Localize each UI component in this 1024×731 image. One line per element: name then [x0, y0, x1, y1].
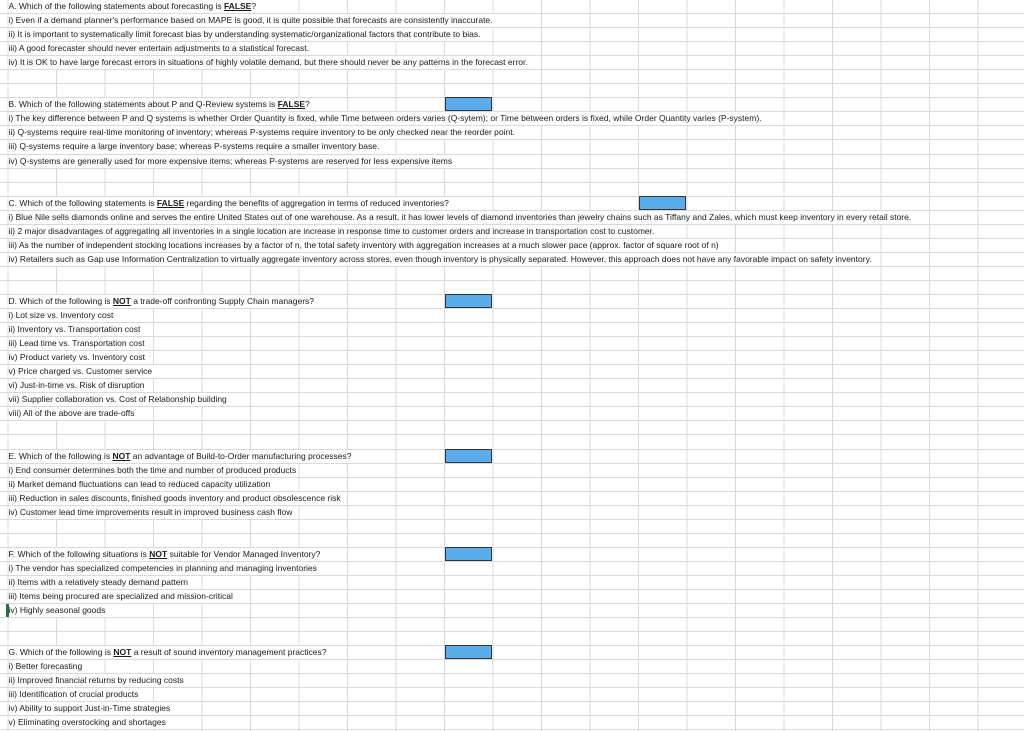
question-a-emphasis: FALSE	[223, 1, 252, 11]
question-b-option-row[interactable]	[0, 155, 1024, 169]
question-b-option-4: iv) Q-systems are generally used for more expensive items; whereas P-systems are reserved for less expensive items	[8, 155, 453, 166]
question-d-option-row[interactable]	[0, 351, 1024, 365]
question-g-suffix: a result of sound inventory management practices?	[131, 647, 327, 658]
question-e-option-4: iv) Customer lead time improvements result in improved business cash flow	[8, 506, 293, 517]
question-f-text	[9, 548, 323, 561]
question-c-option-4: iv) Retailers such as Gap use Information Centralization to virtually aggregate inventory across stores, even though inventory is physically separated. However, this approach does not have any favorable impact on safety inventory.	[8, 253, 872, 264]
question-e-option-row[interactable]	[0, 478, 1024, 492]
question-g-option-row[interactable]	[0, 674, 1024, 688]
empty-row[interactable]	[0, 618, 1024, 632]
question-e-text	[9, 450, 354, 463]
question-f-option-2: ii) Items with a relatively steady demand pattern	[8, 576, 189, 587]
question-f-emphasis: NOT	[149, 548, 168, 559]
answer-cell-d[interactable]	[445, 294, 492, 308]
question-f-suffix: suitable for Vendor Managed Inventory?	[167, 548, 321, 559]
question-e-option-1: i) End consumer determines both the time and number of produced products	[8, 464, 297, 475]
question-c-option-1: i) Blue Nile sells diamonds online and serves the entire United States out of one warehouse. As a result, it has lower levels of diamond inventories than jewelry chains such as Tiffany and Zales, which must keep inventory in every retail store.	[8, 211, 912, 222]
question-f-option-1: i) The vendor has specialized competencies in planning and managing inventories	[8, 562, 317, 573]
question-g-option-1: i) Better forecasting	[8, 661, 83, 672]
question-a-option-1: i) Even if a demand planner's performance based on MAPE is good, it is quite possible that forecasts are consistently inaccurate.	[8, 15, 493, 26]
question-c-option-row[interactable]	[0, 211, 1024, 225]
question-b-prefix: B. Which of the following statements about P and Q-Review systems is	[8, 99, 278, 110]
question-d-option-row[interactable]	[0, 407, 1024, 421]
question-d-option-4: iv) Product variety vs. Inventory cost	[8, 352, 146, 363]
question-e-emphasis: NOT	[112, 450, 131, 461]
empty-row[interactable]	[0, 421, 1024, 435]
question-d-option-2: ii) Inventory vs. Transportation cost	[8, 324, 141, 335]
question-d-option-1: i) Lot size vs. Inventory cost	[8, 310, 114, 321]
question-d-emphasis: NOT	[112, 295, 131, 306]
question-c-suffix: regarding the benefits of aggregation in terms of reduced inventories?	[184, 197, 449, 208]
question-c-option-row[interactable]	[0, 239, 1024, 253]
question-a-text	[9, 0, 259, 13]
empty-row[interactable]	[0, 435, 1024, 449]
question-a-option-2: ii) It is important to systematically limit forecast bias by understanding systematic/organizational factors that contribute to bias.	[8, 29, 481, 40]
question-e-suffix: an advantage of Build-to-Order manufacturing processes?	[130, 450, 352, 461]
question-g-option-5: v) Eliminating overstocking and shortages	[8, 717, 166, 728]
question-d-option-row[interactable]	[0, 365, 1024, 379]
question-b-emphasis: FALSE	[277, 99, 306, 110]
empty-row[interactable]	[0, 70, 1024, 84]
question-c-prefix: C. Which of the following statements is	[8, 197, 157, 208]
question-d-option-5: v) Price charged vs. Customer service	[8, 366, 153, 377]
question-d-option-row[interactable]	[0, 337, 1024, 351]
question-d-option-3: iii) Lead time vs. Transportation cost	[8, 338, 145, 349]
question-f-prefix: F. Which of the following situations is	[8, 548, 150, 559]
empty-row[interactable]	[0, 520, 1024, 534]
question-b-row[interactable]	[0, 98, 1024, 112]
question-e-option-row[interactable]	[0, 506, 1024, 520]
question-d-option-row[interactable]	[0, 393, 1024, 407]
answer-cell-g[interactable]	[445, 645, 492, 659]
question-g-option-row[interactable]	[0, 688, 1024, 702]
question-a-option-row[interactable]	[0, 56, 1024, 70]
question-g-option-2: ii) Improved financial returns by reducing costs	[8, 675, 184, 686]
question-b-option-row[interactable]	[0, 140, 1024, 154]
empty-row[interactable]	[0, 183, 1024, 197]
question-d-row[interactable]	[0, 295, 1024, 309]
question-a-option-row[interactable]	[0, 28, 1024, 42]
question-b-option-row[interactable]	[0, 126, 1024, 140]
question-d-option-row[interactable]	[0, 323, 1024, 337]
question-c-option-row[interactable]	[0, 225, 1024, 239]
question-f-option-3: iii) Items being procured are specialized and mission-critical	[8, 590, 233, 601]
question-g-emphasis: NOT	[113, 647, 132, 658]
question-d-option-row[interactable]	[0, 309, 1024, 323]
empty-row[interactable]	[0, 534, 1024, 548]
question-d-option-8: viii) All of the above are trade-offs	[8, 408, 135, 419]
question-g-option-row[interactable]	[0, 716, 1024, 730]
question-c-row[interactable]	[0, 197, 1024, 211]
empty-row[interactable]	[0, 267, 1024, 281]
question-g-text	[9, 646, 329, 659]
question-a-option-row[interactable]	[0, 42, 1024, 56]
question-e-option-row[interactable]	[0, 492, 1024, 506]
empty-row[interactable]	[0, 281, 1024, 295]
question-d-text	[9, 295, 317, 308]
answer-cell-e[interactable]	[445, 449, 492, 463]
question-g-prefix: G. Which of the following is	[8, 647, 114, 658]
question-b-option-row[interactable]	[0, 112, 1024, 126]
empty-row[interactable]	[0, 169, 1024, 183]
question-a-option-row[interactable]	[0, 14, 1024, 28]
question-b-option-3: iii) Q-systems require a large inventory base; whereas P-systems require a smaller inventory base.	[8, 141, 380, 152]
question-b-option-2: ii) Q-systems require real-time monitoring of inventory; whereas P-systems require inventory to be only checked near the reorder point.	[8, 127, 515, 138]
question-d-option-row[interactable]	[0, 379, 1024, 393]
question-g-option-row[interactable]	[0, 702, 1024, 716]
answer-cell-f[interactable]	[445, 547, 492, 561]
question-c-option-row[interactable]	[0, 253, 1024, 267]
question-c-option-3: iii) As the number of independent stocking locations increases by a factor of n, the total safety inventory with aggregation increases at a much slower pace (approx. factor of square root of n)	[8, 239, 719, 250]
question-e-option-row[interactable]	[0, 464, 1024, 478]
question-f-option-row[interactable]	[0, 576, 1024, 590]
empty-row[interactable]	[0, 632, 1024, 646]
question-a-row[interactable]	[0, 0, 1024, 14]
question-g-option-3: iii) Identification of crucial products	[8, 689, 139, 700]
question-b-text	[9, 98, 312, 111]
question-c-emphasis: FALSE	[156, 197, 185, 208]
question-a-option-4: iv) It is OK to have large forecast errors in situations of highly volatile demand, but there should never be any patterns in the forecast error.	[8, 57, 528, 68]
question-c-text	[9, 197, 451, 210]
empty-row[interactable]	[0, 84, 1024, 98]
question-f-row[interactable]	[0, 548, 1024, 562]
question-a-prefix: A. Which of the following statements about forecasting is	[8, 1, 224, 11]
question-b-option-1: i) The key difference between P and Q systems is whether Order Quantity is fixed, while Time between orders varies (Q-sytem); or Time between orders is fixed, while Order Quantity varies (P-system).	[8, 113, 762, 124]
question-f-option-row[interactable]	[0, 604, 1024, 618]
question-a-suffix: ?	[251, 1, 257, 11]
question-f-option-4: iv) Highly seasonal goods	[8, 605, 106, 616]
question-c-option-2: ii) 2 major disadvantages of aggregating all inventories in a single location are increase in response time to customer orders and increase in transportation cost to customer.	[8, 225, 655, 236]
question-e-row[interactable]	[0, 450, 1024, 464]
question-d-option-7: vii) Supplier collaboration vs. Cost of Relationship building	[8, 394, 227, 405]
question-g-row[interactable]	[0, 646, 1024, 660]
question-f-option-row[interactable]	[0, 590, 1024, 604]
question-f-option-row[interactable]	[0, 562, 1024, 576]
question-d-suffix: a trade-off confronting Supply Chain managers?	[130, 295, 315, 306]
question-d-prefix: D. Which of the following is	[8, 295, 113, 306]
answer-cell-b[interactable]	[445, 97, 492, 111]
question-d-option-6: vi) Just-in-time vs. Risk of disruption	[8, 380, 145, 391]
question-e-option-2: ii) Market demand fluctuations can lead to reduced capacity utilization	[8, 478, 271, 489]
question-g-option-4: iv) Ability to support Just-in-Time strategies	[8, 703, 171, 714]
question-g-option-row[interactable]	[0, 660, 1024, 674]
question-e-prefix: E. Which of the following is	[8, 450, 113, 461]
question-e-option-3: iii) Reduction in sales discounts, finished goods inventory and product obsolescence risk	[8, 492, 341, 503]
question-a-option-3: iii) A good forecaster should never entertain adjustments to a statistical forecast.	[8, 43, 309, 54]
question-b-suffix: ?	[305, 99, 310, 110]
answer-cell-c[interactable]	[639, 196, 686, 210]
